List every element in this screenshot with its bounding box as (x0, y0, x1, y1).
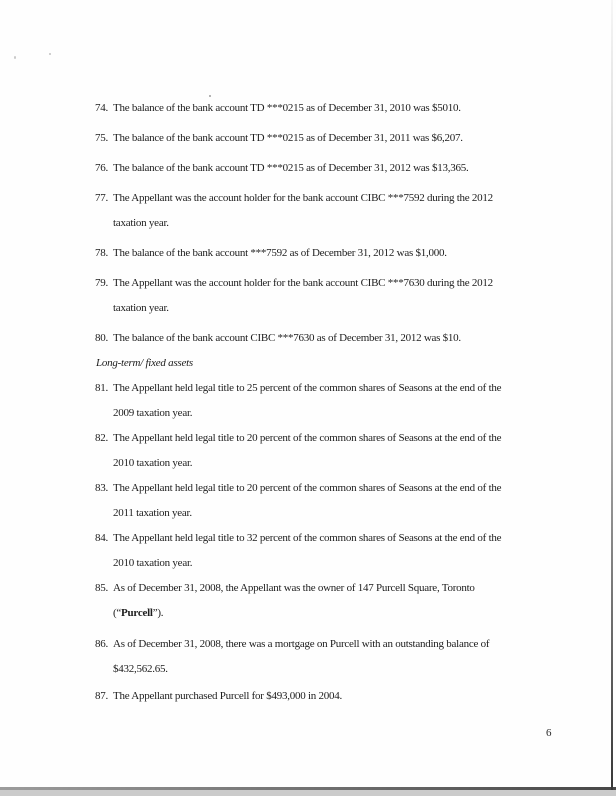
list-item (0, 96, 616, 121)
text-segment: As of December 31, 2008, the Appellant was the owner of 147 Purcell Square, Toronto (113, 582, 475, 594)
text-line (113, 476, 616, 501)
text-line (113, 551, 616, 576)
paragraph-number: 82. (95, 432, 108, 444)
list-item (0, 126, 616, 151)
paragraph-number: 85. (95, 582, 108, 594)
text-line (96, 351, 616, 376)
paragraph-number: 87. (95, 690, 108, 702)
text-line (113, 601, 616, 626)
page-number: 6 (546, 727, 552, 739)
paragraph-number: 86. (95, 638, 108, 650)
text-line (113, 526, 616, 551)
text-segment: 2010 taxation year. (113, 557, 193, 569)
text-segment: The Appellant held legal title to 20 percent of the common shares of Seasons at the end of the (113, 432, 502, 444)
list-item (0, 476, 616, 526)
text-segment: Purcell (121, 607, 153, 619)
text-segment: The balance of the bank account ***7592 as of December 31, 2012 was $1,000. (113, 247, 447, 259)
text-segment: Long-term/ fixed assets (96, 357, 193, 369)
text-segment: The balance of the bank account CIBC ***7630 as of December 31, 2012 was $10. (113, 332, 461, 344)
list-item (0, 271, 616, 321)
text-line (113, 426, 616, 451)
scan-artifact (14, 56, 16, 59)
paragraph-number: 78. (95, 247, 108, 259)
text-line (113, 241, 616, 266)
text-segment: The Appellant held legal title to 20 percent of the common shares of Seasons at the end of the (113, 482, 502, 494)
text-segment: The Appellant purchased Purcell for $493,000 in 2004. (113, 690, 343, 702)
text-line (113, 576, 616, 601)
text-line (113, 684, 616, 709)
paragraph-number: 75. (95, 132, 108, 144)
text-line (113, 156, 616, 181)
list-item (0, 426, 616, 476)
paragraph-number: 80. (95, 332, 108, 344)
list-item (0, 186, 616, 236)
text-line (113, 186, 616, 211)
list-item (0, 376, 616, 426)
text-segment: The Appellant held legal title to 32 percent of the common shares of Seasons at the end of the (113, 532, 502, 544)
page-edge-bottom (0, 790, 616, 796)
text-line (113, 401, 616, 426)
scan-artifact (49, 53, 51, 55)
list-item (0, 156, 616, 181)
text-segment: $432,562.65. (113, 663, 168, 675)
paragraph-number: 76. (95, 162, 108, 174)
text-line (113, 211, 616, 236)
text-segment: As of December 31, 2008, there was a mortgage on Purcell with an outstanding balance of (113, 638, 490, 650)
text-segment: The Appellant held legal title to 25 percent of the common shares of Seasons at the end of the (113, 382, 502, 394)
text-line (113, 632, 616, 657)
list-item (0, 241, 616, 266)
text-line (113, 271, 616, 296)
paragraph-number: 79. (95, 277, 108, 289)
text-segment: 2009 taxation year. (113, 407, 193, 419)
text-line (113, 296, 616, 321)
text-line (113, 376, 616, 401)
page-edge-right (611, 0, 613, 790)
page-edge-bottom-line (0, 787, 616, 790)
text-line (113, 96, 616, 121)
text-segment: The balance of the bank account TD ***0215 as of December 31, 2012 was $13,365. (113, 162, 469, 174)
paragraph-list (0, 96, 616, 709)
text-segment: 2010 taxation year. (113, 457, 193, 469)
paragraph-number: 74. (95, 102, 108, 114)
text-segment: taxation year. (113, 302, 169, 314)
text-line (113, 326, 616, 351)
list-item (0, 526, 616, 576)
text-segment: The Appellant was the account holder for the bank account CIBC ***7630 during the 2012 (113, 277, 493, 289)
text-line (113, 451, 616, 476)
list-item (0, 684, 616, 709)
text-line (113, 501, 616, 526)
text-segment: taxation year. (113, 217, 169, 229)
text-segment: The Appellant was the account holder for the bank account CIBC ***7592 during the 2012 (113, 192, 493, 204)
text-segment: The balance of the bank account TD ***0215 as of December 31, 2010 was $5010. (113, 102, 461, 114)
list-item (0, 326, 616, 351)
text-segment: ”). (152, 607, 164, 619)
paragraph-number: 81. (95, 382, 108, 394)
text-line (113, 657, 616, 682)
section-heading (0, 351, 616, 376)
list-item (0, 576, 616, 626)
text-line (113, 126, 616, 151)
text-segment: The balance of the bank account TD ***0215 as of December 31, 2011 was $6,207. (113, 132, 463, 144)
paragraph-number: 83. (95, 482, 108, 494)
list-item (0, 632, 616, 682)
paragraph-number: 77. (95, 192, 108, 204)
paragraph-number: 84. (95, 532, 108, 544)
text-segment: 2011 taxation year. (113, 507, 192, 519)
text-segment: (“ (113, 607, 122, 619)
